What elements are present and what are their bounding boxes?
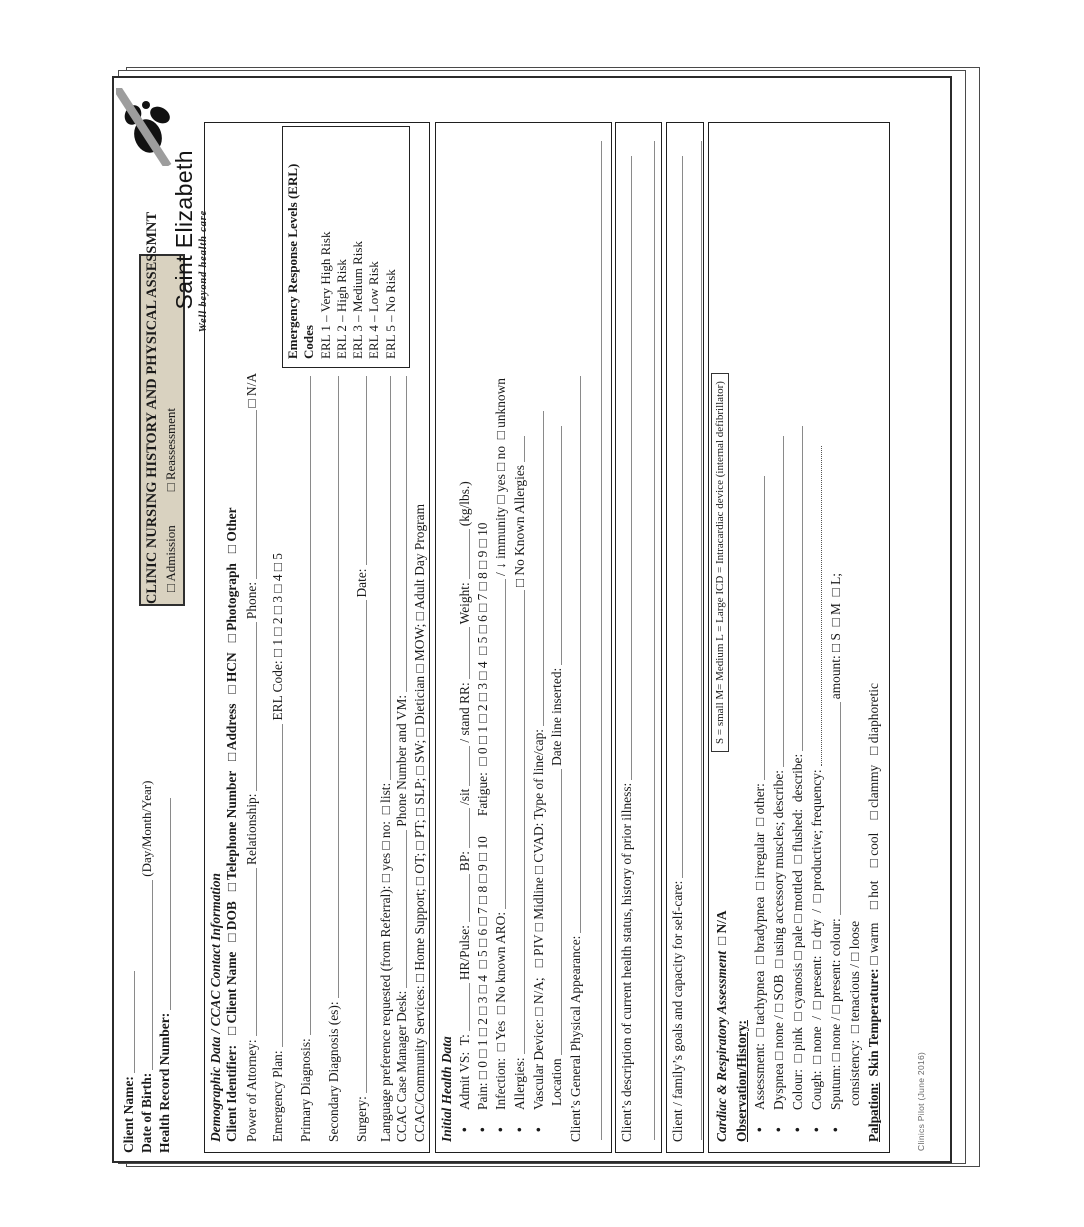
goals-label: Client / family’s goals and capacity for self-care: xyxy=(670,880,685,1142)
bp-stand-blank xyxy=(468,746,470,786)
language-preference-row xyxy=(378,373,394,1142)
hrn-label: Health Record Number: xyxy=(157,1012,172,1153)
ccac-desk-blank xyxy=(405,830,407,988)
infection-row xyxy=(493,378,509,1142)
bullet-icon: • xyxy=(790,1127,805,1132)
language-list-blank xyxy=(389,376,391,780)
date-inserted-blank xyxy=(560,426,562,665)
hr-blank xyxy=(468,874,470,922)
poa-na-checkbox: □ N/A xyxy=(244,373,259,408)
admit-vitals-row xyxy=(457,463,473,1142)
emergency-plan-row xyxy=(270,553,286,1142)
ccac-desk-label: CCAC Case Manager Desk: xyxy=(394,990,409,1142)
hrn-blank xyxy=(169,798,171,1010)
bullet-icon: • xyxy=(809,1127,824,1132)
device-location-row xyxy=(549,423,565,1142)
secondary-diagnosis-row xyxy=(326,373,342,1142)
poa-blank xyxy=(255,868,257,1036)
cough-options: Cough: □ none / □ present: □ dry / □ productive; frequency: xyxy=(809,769,824,1110)
dyspnea-row xyxy=(771,433,787,1142)
spacer xyxy=(163,491,179,525)
bullet-icon: • xyxy=(475,1127,490,1132)
description-blank xyxy=(630,156,632,780)
bullet-icon: • xyxy=(493,1127,508,1132)
assessment-row xyxy=(752,473,768,1142)
ccac-desk-row xyxy=(394,373,410,1142)
colour-describe-blank xyxy=(801,426,803,751)
colour-row xyxy=(790,423,806,1142)
phone-label: Phone: xyxy=(244,581,259,620)
erl-item-4: ERL 4 – Low Risk xyxy=(366,261,382,359)
size-legend-box: S = small M= Medium L = Large ICD = Intracardiac device (internal defibrillator) xyxy=(711,373,729,752)
dyspnea-options: Dyspnea □ none / □ SOB □ using accessory muscles; describe: xyxy=(771,770,786,1110)
rr-label: / stand RR: xyxy=(457,682,472,743)
bullet-icon: • xyxy=(457,1127,472,1132)
rr-blank xyxy=(468,627,470,679)
skin-temperature-label: Skin Temperature: xyxy=(866,968,881,1077)
admission-checkbox-option: □ Admission xyxy=(163,525,178,592)
erl-codes-box xyxy=(282,126,410,368)
relationship-blank xyxy=(255,622,257,790)
weight-blank xyxy=(468,529,470,579)
skin-temperature-options: □ warm □ hot □ cool □ clammy □ diaphoretic xyxy=(866,683,881,965)
sputum-amount-options: amount: □ S □ M □ L; xyxy=(828,573,843,700)
emergency-plan-blank xyxy=(281,724,283,1048)
logo-wordmark: Saint Elizabeth xyxy=(171,150,197,310)
cardiac-na-checkbox: □ N/A xyxy=(714,910,729,945)
erl-item-3: ERL 3 – Medium Risk xyxy=(350,241,366,359)
bullet-icon: • xyxy=(771,1127,786,1132)
vascular-device-label: Vascular Device: □ N/A; □ PIV □ Midline □ CVAD: Type of line/cap: xyxy=(531,728,546,1110)
pain-fatigue-row xyxy=(475,133,491,1142)
description-label: Client’s description of current health status, history of prior illness: xyxy=(619,782,634,1142)
admit-vs-label: Admit VS: T: xyxy=(457,1034,472,1110)
allergies-label: Allergies: xyxy=(512,1057,527,1110)
bp-sit-blank xyxy=(468,808,470,848)
primary-diagnosis-label: Primary Diagnosis: xyxy=(298,1038,313,1142)
secondary-diagnosis-blank xyxy=(337,376,339,998)
erl-item-1: ERL 1 – Very High Risk xyxy=(317,231,333,359)
bullet-icon: • xyxy=(828,1127,843,1132)
reassessment-checkbox-option: □ Reassessment xyxy=(163,407,178,492)
bird-logo-icon xyxy=(116,88,174,166)
dyspnea-describe-blank xyxy=(782,436,784,767)
primary-diagnosis-blank xyxy=(309,376,311,1035)
client-goals-section xyxy=(666,122,704,1153)
immunity-options: / ↓ immunity □ yes □ no □ unknown xyxy=(493,378,508,576)
bullet-icon: • xyxy=(512,1127,527,1132)
palpation-row xyxy=(866,133,882,1142)
allergies-blank xyxy=(523,590,525,1054)
client-name-row xyxy=(120,723,138,1153)
client-name-label: Client Name: xyxy=(121,1076,136,1153)
surgery-row xyxy=(354,373,370,1142)
date-inserted-label: Date line inserted: xyxy=(549,667,564,766)
description-row xyxy=(619,153,635,1142)
cardiac-heading: Cardiac & Respiratory Assessment xyxy=(714,950,729,1142)
secondary-diagnosis-label: Secondary Diagnosis (es): xyxy=(326,1001,341,1142)
initial-health-data-section xyxy=(435,122,612,1153)
consistency-row xyxy=(847,133,863,1142)
bullet-icon: • xyxy=(531,1127,546,1132)
writing-line xyxy=(588,141,602,1140)
location-blank xyxy=(560,769,562,1055)
cardiac-respiratory-section xyxy=(708,122,890,1153)
phone-vm-blank xyxy=(405,376,407,692)
physical-appearance-row xyxy=(568,373,584,1142)
observation-history-heading: Observation/History: xyxy=(734,1020,749,1142)
consistency-options: consistency: □ tenacious / □ loose xyxy=(847,920,862,1106)
logo-tagline: Well beyond health care xyxy=(198,210,209,333)
surgery-blank xyxy=(365,600,367,1093)
physical-appearance-blank xyxy=(579,376,581,933)
assessment-other-blank xyxy=(763,476,765,780)
surgery-date-label: Date: xyxy=(354,568,369,598)
phone-vm-label: Phone Number and VM: xyxy=(394,694,409,827)
hrn-row xyxy=(156,723,174,1153)
surgery-date-blank xyxy=(365,376,367,565)
demographic-section xyxy=(204,122,430,1153)
sputum-row xyxy=(828,573,844,1142)
poa-label: Power of Attorney: xyxy=(244,1039,259,1142)
form-header xyxy=(120,86,209,1153)
bp-sit-label: /sit xyxy=(457,788,472,805)
client-name-blank xyxy=(133,971,135,1073)
writing-line xyxy=(688,141,702,1140)
weight-label: Weight: xyxy=(457,582,472,625)
dob-blank xyxy=(151,880,153,1070)
colour-options: Colour: □ pink □ cyanosis □ pale □ mottled □ flushed: describe: xyxy=(790,753,805,1110)
writing-line xyxy=(641,141,655,1140)
health-status-description-section xyxy=(615,122,662,1153)
pain-fatigue-scales: Pain: □ 0 □ 1 □ 2 □ 3 □ 4 □ 5 □ 6 □ 7 □ 8 □ 9 □ 10 Fatigue: □ 0 □ 1 □ 2 □ 3 □ 4 □ 5 □ 6 □ 7 □ 8 □ 9 □ 10 xyxy=(475,522,490,1110)
sputum-colour-blank xyxy=(839,702,841,915)
location-label: Location xyxy=(549,1058,564,1106)
relationship-label: Relationship: xyxy=(244,793,259,865)
dob-row xyxy=(138,723,156,1153)
dob-format-hint: (Day/Month/Year) xyxy=(139,780,154,877)
assessment-options: Assessment: □ tachypnea □ bradypnea □ irregular □ other: xyxy=(752,783,767,1110)
erl-item-2: ERL 2 – High Risk xyxy=(333,259,349,359)
line-cap-blank xyxy=(542,411,544,726)
bullet-icon: • xyxy=(752,1127,767,1132)
aro-blank xyxy=(504,579,506,909)
initial-health-heading: Initial Health Data xyxy=(439,1036,454,1142)
erl-code-checkboxes: ERL Code: □ 1 □ 2 □ 3 □ 4 □ 5 xyxy=(270,553,285,721)
palpation-label: Palpation: xyxy=(866,1082,881,1142)
form-footer-version: Clinics Pilot (June 2016) xyxy=(916,1051,926,1151)
community-services-line: CCAC/Community Services: □ Home Support; □ OT; □ PT; □ SLP; □ SW; □ Dietician □ MOW; □ Adult Day Program xyxy=(412,503,427,1142)
hr-pulse-label: HR/Pulse: xyxy=(457,925,472,981)
demographic-heading: Demographic Data / CCAC Contact Information xyxy=(208,873,223,1142)
bp-label: BP: xyxy=(457,850,472,872)
surgery-label: Surgery: xyxy=(354,1096,369,1142)
vascular-device-row xyxy=(531,408,547,1142)
goals-row xyxy=(670,153,686,1142)
cough-frequency-blank xyxy=(820,446,822,766)
nka-tail-blank xyxy=(523,436,525,462)
physical-appearance-label: Client’s General Physical Appearance: xyxy=(568,935,583,1142)
form-title: CLINIC NURSING HISTORY AND PHYSICAL ASSESSMNT xyxy=(144,211,160,604)
power-of-attorney-row xyxy=(244,373,260,1142)
dob-label: Date of Birth: xyxy=(139,1072,154,1153)
sputum-options: Sputum: □ none / □ present: colour: xyxy=(828,918,843,1110)
erl-box-subtitle: Codes xyxy=(301,325,317,359)
phone-blank xyxy=(255,411,257,579)
primary-diagnosis-row xyxy=(298,373,314,1142)
cough-row xyxy=(809,443,825,1142)
weight-units: (kg/lbs.) xyxy=(457,481,472,527)
erl-item-5: ERL 5 – No Risk xyxy=(382,269,398,359)
allergies-row xyxy=(512,433,528,1142)
goals-blank xyxy=(681,156,683,878)
saint-elizabeth-logo xyxy=(116,88,209,332)
client-identifier-line: Client Identifier: □ Client Name □ DOB □ Telephone Number □ Address □ HCN □ Photograph □ Other xyxy=(224,507,239,1142)
language-preference-label: Language preference requested (from Referral): □ yes □ no: □ list: xyxy=(378,782,393,1142)
erl-box-title: Emergency Response Levels (ERL) xyxy=(285,163,300,359)
temp-blank xyxy=(468,983,470,1031)
community-services-row xyxy=(412,133,428,1142)
infection-label: Infection: □ Yes □ No known ARO: xyxy=(493,911,508,1110)
form-page xyxy=(112,76,952,1163)
nka-checkbox: □ No Known Allergies xyxy=(512,465,527,588)
emergency-plan-label: Emergency Plan: xyxy=(270,1050,285,1142)
